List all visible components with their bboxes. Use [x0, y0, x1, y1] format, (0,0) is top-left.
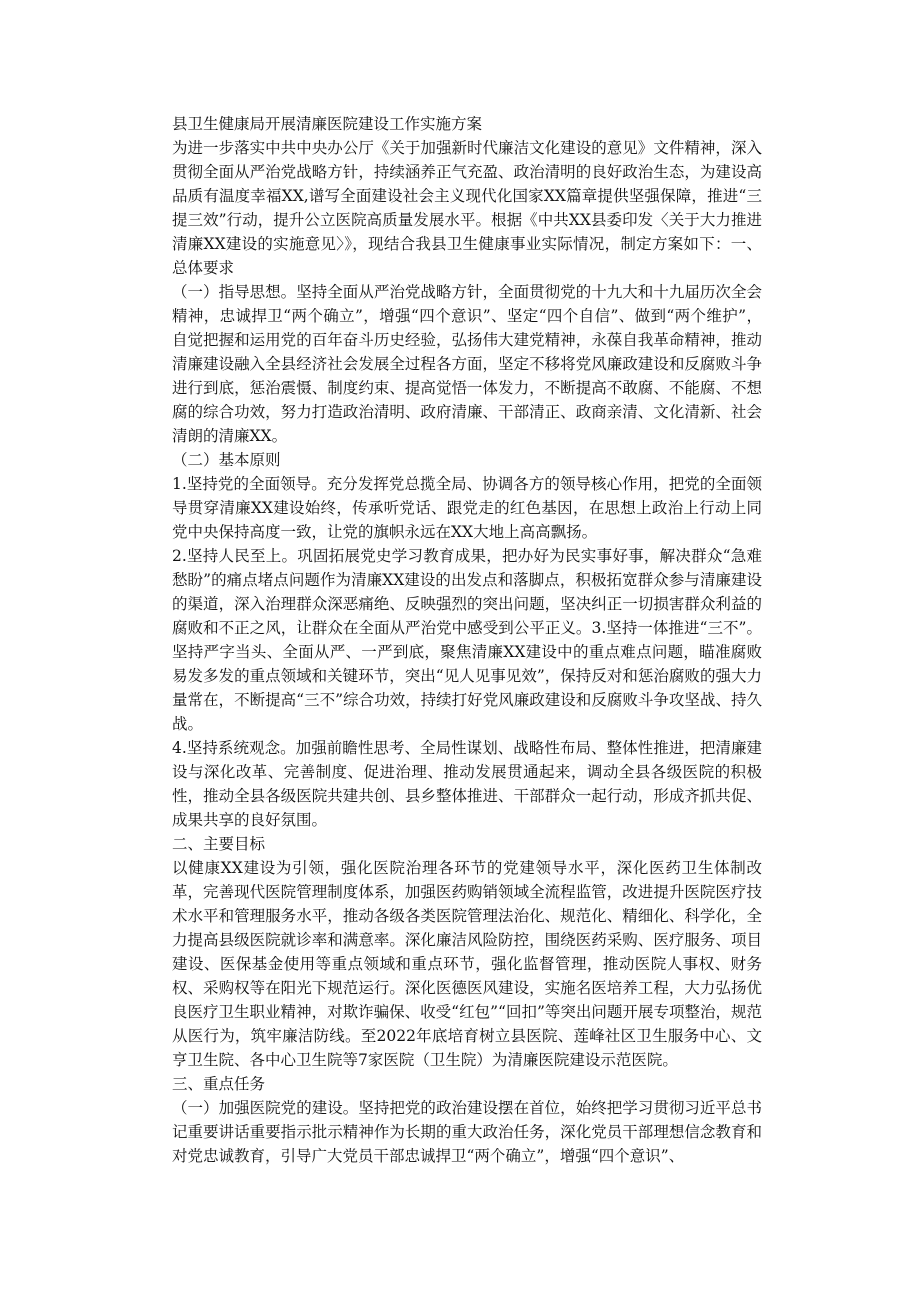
paragraph-principle-4: 4.坚持系统观念。加强前瞻性思考、全局性谋划、战略性布局、整体性推进，把清廉建设与深化改革、完善制度、促进治理、推动发展贯通起来，调动全县各级医院的积极性，推动全县各级医院共建共创、县乡整体推进、干部群众一起行动，形成齐抓共促、成果共享的良好氛围。 — [172, 739, 762, 829]
paragraph-intro: 为进一步落实中共中央办公厅《关于加强新时代廉洁文化建设的意见》文件精神，深入贯彻全面从严治党战略方针，持续涵养正气充盈、政治清明的良好政治生态，为建设高品质有温度幸福XX,谱写全面建设社会主义现代化国家XX篇章提供坚强保障，推进“三提三效”行动，提升公立医院高质量发展水平。根据《中共XX县委印发〈关于大力推进清廉XX建设的实施意见〉》，现结合我县卫生健康事业实际情况，制定方案如下：一、总体要求 — [172, 139, 762, 277]
heading-basic-principles: （二）基本原则 — [172, 451, 281, 469]
paragraph-principle-1: 1.坚持党的全面领导。充分发挥党总揽全局、协调各方的领导核心作用，把党的全面领导贯穿清廉XX建设始终，传承听党话、跟党走的红色基因，在思想上政治上行动上同党中央保持高度一致，让党的旗帜永远在XX大地上高高飘扬。 — [172, 475, 762, 541]
paragraph-guiding-thought: （一）指导思想。坚持全面从严治党战略方针，全面贯彻党的十九大和十九届历次全会精神，忠诚捍卫“两个确立”，增强“四个意识”、坚定“四个自信”、做到“两个维护”，自觉把握和运用党的百年奋斗历史经验，弘扬伟大建党精神，永葆自我革命精神，推动清廉建设融入全县经济社会发展全过程各方面，坚定不移将党风廉政建设和反腐败斗争进行到底，惩治震慑、制度约束、提高觉悟一体发力，不断提高不敢腐、不能腐、不想腐的综合功效，努力打造政治清明、政府清廉、干部清正、政商亲清、文化清新、社会清朗的清廉XX。 — [172, 283, 762, 445]
document-page — [172, 112, 762, 1168]
paragraph-principle-2-3: 2.坚持人民至上。巩固拓展党史学习教育成果，把办好为民实事好事，解决群众“急难愁盼”的痛点堵点问题作为清廉XX建设的出发点和落脚点，积极拓宽群众参与清廉建设的渠道，深入治理群众深恶痛绝、反映强烈的突出问题，坚决纠正一切损害群众利益的腐败和不正之风，让群众在全面从严治党中感受到公平正义。3.坚持一体推进“三不”。坚持严字当头、全面从严、一严到底，聚焦清廉XX建设中的重点难点问题，瞄准腐败易发多发的重点领域和关键环节，突出“见人见事见效”，保持反对和惩治腐败的强大力量常在，不断提高“三不”综合功效，持续打好党风廉政建设和反腐败斗争攻坚战、持久战。 — [172, 547, 762, 733]
heading-key-tasks: 三、重点任务 — [172, 1075, 266, 1093]
document-title: 县卫生健康局开展清廉医院建设工作实施方案 — [172, 115, 483, 133]
heading-main-goals: 二、主要目标 — [172, 835, 266, 853]
paragraph-task-1: （一）加强医院党的建设。坚持把党的政治建设摆在首位，始终把学习贯彻习近平总书记重要讲话重要指示批示精神作为长期的重大政治任务，深化党员干部理想信念教育和对党忠诚教育，引导广大党员干部忠诚捍卫“两个确立”，增强“四个意识”、 — [172, 1099, 762, 1165]
paragraph-main-goals: 以健康XX建设为引领，强化医院治理各环节的党建领导水平，深化医药卫生体制改革，完善现代医院管理制度体系，加强医药购销领域全流程监管，改进提升医院医疗技术水平和管理服务水平，推动各级各类医院管理法治化、规范化、精细化、科学化，全力提高县级医院就诊率和满意率。深化廉洁风险防控，围绕医药采购、医疗服务、项目建设、医保基金使用等重点领域和重点环节，强化监督管理，推动医院人事权、财务权、采购权等在阳光下规范运行。深化医德医风建设，实施名医培养工程，大力弘扬优良医疗卫生职业精神，对欺诈骗保、收受“红包”“回扣”等突出问题开展专项整治，规范从医行为，筑牢廉洁防线。至2022年底培育树立县医院、莲峰社区卫生服务中心、文亨卫生院、各中心卫生院等7家医院（卫生院）为清廉医院建设示范医院。 — [172, 859, 762, 1069]
